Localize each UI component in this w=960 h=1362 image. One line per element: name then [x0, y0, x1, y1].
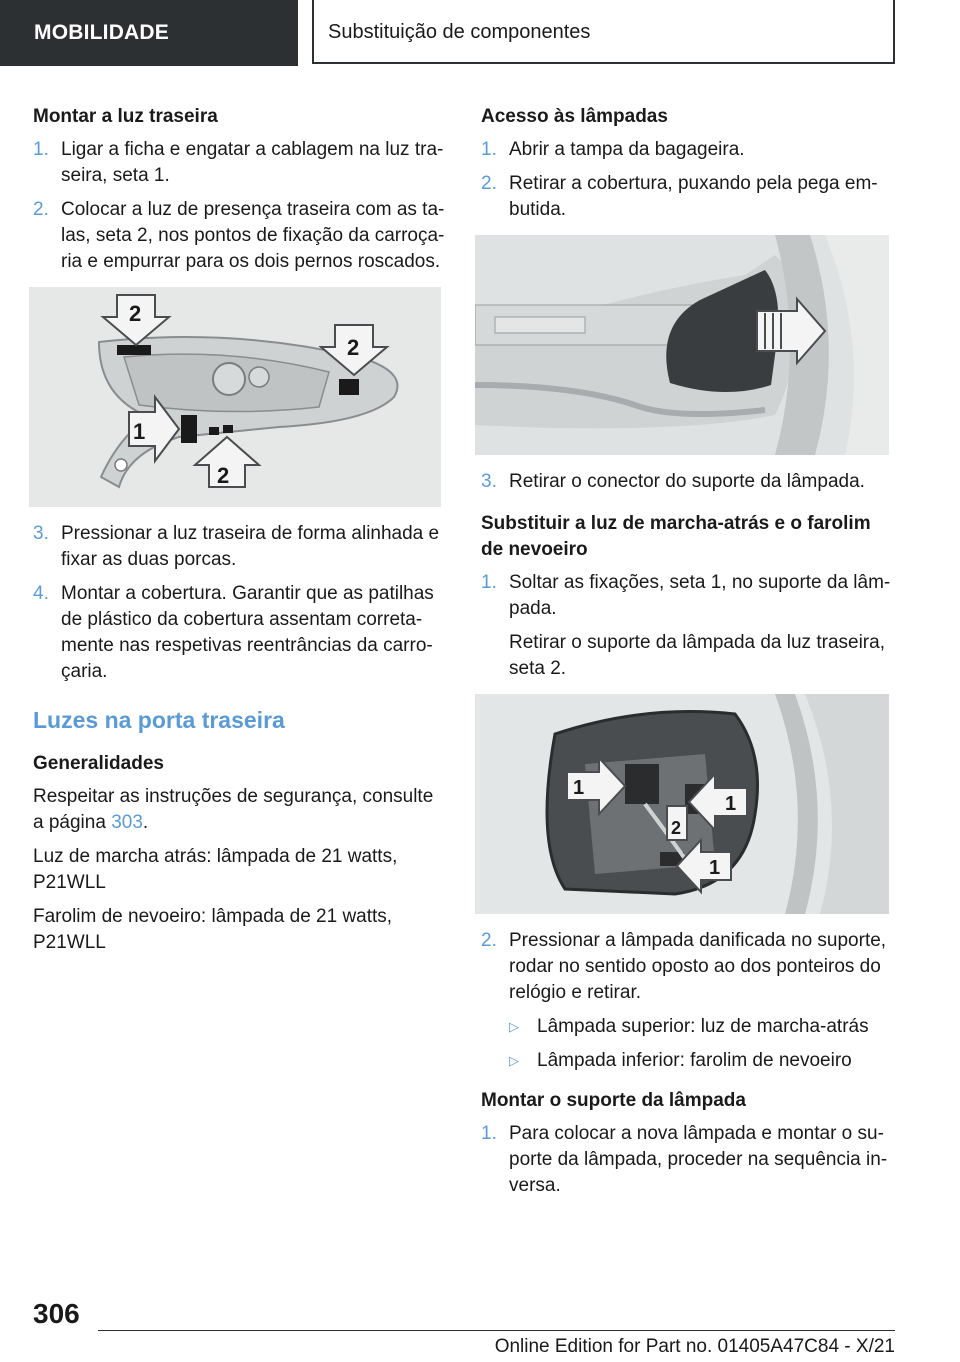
reverse-light-text: Luz de marcha atrás: lâmpada de 21 watts,: [33, 846, 398, 867]
fig-label: 1: [725, 793, 737, 815]
step-number: 2.: [481, 930, 497, 951]
right-column: [481, 104, 893, 1207]
step-continuation: [481, 630, 893, 682]
fig-label: 1: [133, 419, 146, 444]
paragraph-reverse-light: [33, 844, 445, 896]
figure-bulb-holder: [475, 694, 889, 914]
step-number: 1.: [481, 572, 497, 593]
step-number: 2.: [33, 199, 49, 220]
bullet-text: Lâmpada superior: luz de marcha-atrás: [537, 1016, 869, 1037]
fig-label: 1: [709, 857, 721, 879]
edition-note: Online Edition for Part no. 01405A47C84 - X/21: [494, 1336, 895, 1357]
step-item: [33, 137, 445, 189]
page-number: 306: [33, 1298, 80, 1329]
fog-light-text: Farolim de nevoeiro: lâmpada de 21 watts,: [33, 906, 393, 927]
fog-light-bulb: P21WLL: [33, 932, 106, 953]
step-text: Colocar a luz de presença traseira com as ta-las, seta 2, nos pontos de fixação da carroça-ria e empurrar para os dois pernos roscados.: [61, 199, 445, 272]
chapter-title: Substituição de componentes: [312, 0, 895, 64]
bullet-list: [481, 1014, 893, 1074]
figure-tail-light: [29, 287, 441, 507]
list-item: [509, 1014, 893, 1040]
list-item: [509, 1048, 893, 1074]
safety-period: .: [142, 812, 149, 833]
page-link[interactable]: 303: [111, 812, 143, 833]
step-number: 4.: [33, 583, 49, 604]
step-text: Pressionar a luz traseira de forma alinhada e fixar as duas porcas.: [61, 523, 440, 570]
triangle-bullet-icon: ▷: [509, 1053, 519, 1068]
tail-light-illustration: [29, 287, 441, 507]
step-item: [481, 1121, 893, 1199]
step-item: [481, 137, 893, 163]
bulb-holder-illustration: [475, 694, 889, 914]
step-text: Abrir a tampa da bagageira.: [509, 139, 745, 160]
page-header: [0, 0, 960, 66]
step-item: [481, 928, 893, 1006]
section-tab: MOBILIDADE: [0, 0, 298, 66]
step-text: Pressionar a lâmpada danificada no suporte, rodar no sentido oposto ao dos ponteiros do relógio e retirar.: [509, 930, 887, 1003]
step-text: Montar a cobertura. Garantir que as patilhas de plástico da cobertura assentam correta-mente nas respetivas reentrâncias da carro-çaria.: [61, 583, 434, 682]
step-text: Ligar a ficha e engatar a cablagem na luz tra-seira, seta 1.: [61, 139, 444, 186]
fig-label: 2: [671, 818, 682, 838]
heading-mount-tail-light: Montar a luz traseira: [33, 106, 218, 127]
fig-label: 2: [347, 335, 360, 360]
heading-access-bulbs: Acesso às lâmpadas: [481, 106, 668, 127]
step-number: 1.: [481, 1123, 497, 1144]
heading-replace-bulbs: Substituir a luz de marcha-atrás e o farolim de nevoeiro: [481, 513, 871, 560]
step-number: 1.: [33, 139, 49, 160]
step-item: [33, 521, 445, 573]
footer-divider: [98, 1330, 895, 1331]
step-number: 3.: [33, 523, 49, 544]
safety-text: Respeitar as instruções de segurança, consulte a página: [33, 786, 434, 833]
step-number: 3.: [481, 471, 497, 492]
step-text: Retirar a cobertura, puxando pela pega em-butida.: [509, 173, 878, 220]
paragraph-safety: [33, 784, 445, 836]
step-item: [33, 197, 445, 275]
heading-mount-holder: Montar o suporte da lâmpada: [481, 1090, 746, 1111]
step-number: 2.: [481, 173, 497, 194]
left-column: [33, 104, 445, 964]
step-text: Retirar o suporte da lâmpada da luz traseira, seta 2.: [509, 632, 885, 679]
step-item: [481, 469, 893, 495]
step-item: [33, 581, 445, 685]
fig-label: 2: [129, 301, 142, 326]
step-item: [481, 171, 893, 223]
trunk-cover-illustration: [475, 235, 889, 455]
step-text: Soltar as fixações, seta 1, no suporte da lâm-pada.: [509, 572, 891, 619]
step-number: 1.: [481, 139, 497, 160]
fig-label: 2: [217, 463, 230, 488]
step-text: Retirar o conector do suporte da lâmpada.: [509, 471, 865, 492]
section-heading: Luzes na porta traseira: [33, 707, 285, 733]
step-text: Para colocar a nova lâmpada e montar o su-porte da lâmpada, proceder na sequência in-versa.: [509, 1123, 888, 1196]
triangle-bullet-icon: ▷: [509, 1019, 519, 1034]
bullet-text: Lâmpada inferior: farolim de nevoeiro: [537, 1050, 852, 1071]
figure-trunk-cover: [475, 235, 889, 455]
paragraph-fog-light: [33, 904, 445, 956]
reverse-light-bulb: P21WLL: [33, 872, 106, 893]
step-item: [481, 570, 893, 622]
fig-label: 1: [573, 777, 585, 799]
heading-general: Generalidades: [33, 753, 164, 774]
